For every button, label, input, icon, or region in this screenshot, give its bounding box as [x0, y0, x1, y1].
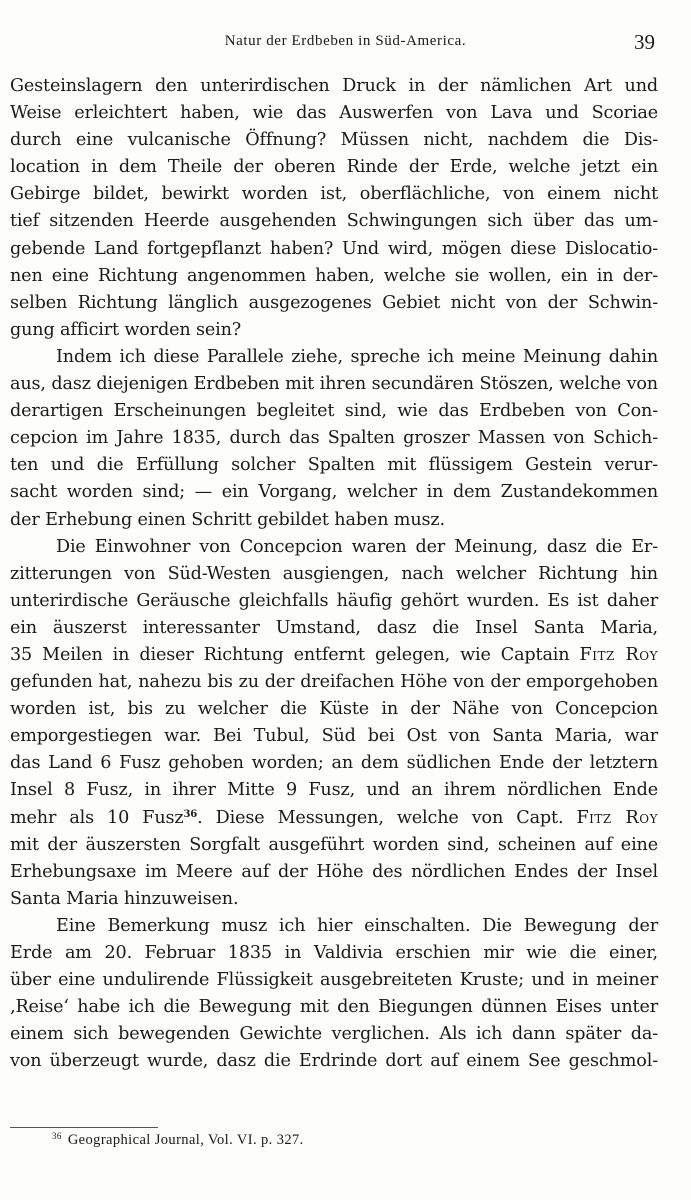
text-line: derartigen Erscheinungen begleitet sind, wie das Erdbeben von Con- [10, 401, 658, 422]
footnote [52, 1132, 304, 1149]
text-line: ‚Reise‘ habe ich die Bewegung mit den Biegungen dünnen Eises unter [10, 997, 658, 1018]
text-line: gung afficirt worden sein? [10, 319, 242, 340]
footnote-marker: 36 [52, 1131, 62, 1141]
text-line: der Erhebung einen Schritt gebildet haben musz. [10, 509, 445, 530]
text-line: unterirdische Geräusche gleichfalls häufig gehört wurden. Es ist daher [10, 590, 658, 611]
text-line: über eine undulirende Flüssigkeit ausgebreiteten Kruste; und in meiner [10, 970, 658, 991]
text-line: gefunden hat, nahezu bis zu der dreifachen Höhe von der emporgehoben [10, 672, 658, 693]
text-line: das Land 6 Fusz gehoben worden; an dem südlichen Ende der letztern [10, 753, 658, 774]
page-header [0, 30, 691, 54]
text-line: location in dem Theile der oberen Rinde der Erde, welche jetzt ein [10, 157, 658, 178]
text-line: gebende Land fortgepflanzt haben? Und wird, mögen diese Dislocatio- [10, 238, 658, 259]
text-line: 35 Meilen in dieser Richtung entfernt gelegen, wie Captain Fitz Roy [10, 644, 658, 665]
text-line: Die Einwohner von Concepcion waren der Meinung, dasz die Er- [56, 536, 658, 557]
text-line: ein äuszerst interessanter Umstand, dasz die Insel Santa Maria, [10, 617, 658, 638]
text-line: tief sitzenden Heerde ausgehenden Schwingungen sich über das um- [10, 211, 658, 232]
text-line: worden ist, bis zu welcher die Küste in der Nähe von Concepcion [10, 699, 658, 720]
footnote-divider [10, 1127, 158, 1128]
text-line: Weise erleichtert haben, wie das Auswerfen von Lava und Scoriae [10, 103, 658, 124]
text-line: emporgestiegen war. Bei Tubul, Süd bei Ost von Santa Maria, war [10, 726, 658, 747]
text-line: cepcion im Jahre 1835, durch das Spalten groszer Massen von Schich- [10, 428, 658, 449]
text-line: mit der äuszersten Sorgfalt ausgeführt worden sind, scheinen auf eine [10, 834, 658, 855]
text-line: selben Richtung länglich ausgezogenes Gebiet nicht von der Schwin- [10, 292, 658, 313]
text-line: Erde am 20. Februar 1835 in Valdivia erschien mir wie die einer, [10, 943, 658, 963]
text-line: ten und die Erfüllung solcher Spalten mit flüssigem Gestein verur- [10, 455, 658, 476]
text-line: von überzeugt wurde, dasz die Erdrinde dort auf einem See geschmol- [10, 1051, 658, 1072]
text-line: aus, dasz diejenigen Erdbeben mit ihren secundären Stöszen, welche von [10, 374, 658, 395]
text-line: mehr als 10 Fusz$^{36}$. Diese Messungen, welche von Capt. Fitz Roy [10, 807, 658, 828]
text-line: Gebirge bildet, bewirkt worden ist, oberflächliche, von einem nicht [10, 184, 658, 205]
text-line: sacht worden sind; — ein Vorgang, welcher in dem Zustandekommen [10, 482, 658, 503]
text-line: durch eine vulcanische Öffnung? Müssen nicht, nachdem die Dis- [10, 130, 658, 151]
text-line: Eine Bemerkung musz ich hier einschalten. Die Bewegung der [56, 915, 658, 936]
running-title: Natur der Erdbeben in Süd-America. [224, 33, 467, 49]
text-line: nen eine Richtung angenommen haben, welche sie wollen, ein in der- [10, 265, 658, 286]
page-number: 39 [634, 30, 655, 54]
text-line: Gesteinslagern den unterirdischen Druck in der nämlichen Art und [10, 76, 658, 96]
text-line: Santa Maria hinzuweisen. [10, 888, 239, 909]
text-line: Insel 8 Fusz, in ihrer Mitte 9 Fusz, und an ihrem nördlichen Ende [10, 780, 658, 801]
body-text [10, 73, 658, 1075]
footnote-text: Geographical Journal, Vol. VI. p. 327. [67, 1132, 304, 1148]
text-line: zitterungen von Süd-Westen ausgiengen, nach welcher Richtung hin [10, 563, 658, 584]
text-line: Erhebungsaxe im Meere auf der Höhe des nördlichen Endes der Insel [10, 861, 658, 882]
text-line: Indem ich diese Parallele ziehe, spreche ich meine Meinung dahin [56, 346, 658, 367]
text-line: einem sich bewegenden Gewichte verglichen. Als ich dann später da- [10, 1024, 658, 1045]
